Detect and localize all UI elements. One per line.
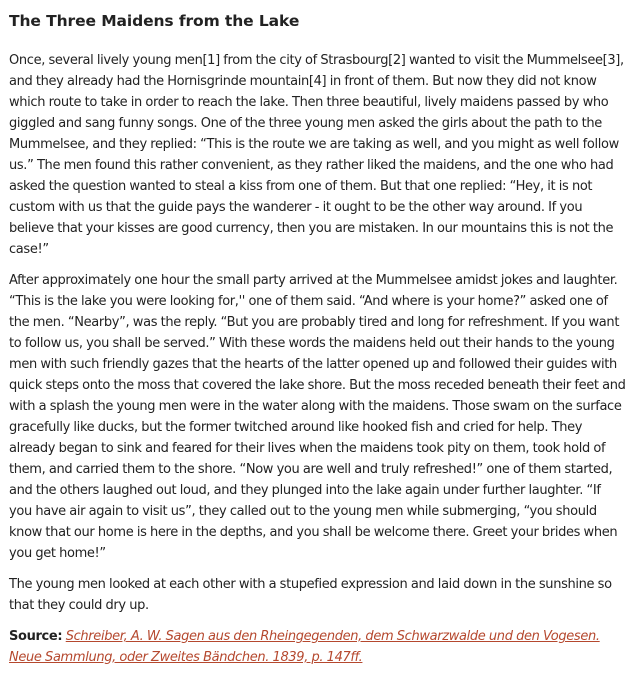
source-label: Source: bbox=[9, 629, 63, 644]
story-paragraph-3: The young men looked at each other with a stupefied expression and laid down in the sunshine so that they could dry up. bbox=[9, 577, 612, 613]
source-citation bbox=[9, 626, 626, 668]
source-link[interactable]: Schreiber, A. W. Sagen aus den Rheingegenden, dem Schwarzwalde und den Vogesen. Neue Sammlung, oder Zweites Bändchen. 1839, p. 147ff. bbox=[9, 629, 600, 665]
page-title: The Three Maidens from the Lake bbox=[9, 12, 300, 30]
story-paragraph-2: After approximately one hour the small party arrived at the Mummelsee amidst jokes and laughter. “This is the lake you were looking for,'' one of them said. “And where is your home?” asked one of the men. “Nearby”, was the reply. “But you are probably tired and long for refreshment. If you want to follow us, you shall be served.” With these words the maidens held out their hands to the young men with such friendly gazes that the hearts of the latter opened up and followed their guides with quick steps onto the moss that covered the lake shore. But the moss receded beneath their feet and with a splash the young men were in the water along with the maidens. Those swam on the surface gracefully like ducks, but the former twitched around like hooked fish and cried for help. They already began to sink and feared for their lives when the maidens took pity on them, took hold of them, and carried them to the shore. “Now you are well and truly refreshed!” one of them started, and the others laughed out loud, and they plunged into the lake again under further laughter. “If you have air again to visit us”, they called out to the young men while submerging, “you should know that our home is here in the depths, and you shall be welcome there. Greet your brides when you get home!” bbox=[9, 273, 626, 561]
story-paragraph-1: Once, several lively young men[1] from the city of Strasbourg[2] wanted to visit the Mummelsee[3], and they already had the Hornisgrinde mountain[4] in front of them. But now they did not know which route to take in order to reach the lake. Then three beautiful, lively maidens passed by who giggled and sang funny songs. One of the three young men asked the girls about the path to the Mummelsee, and they replied: “This is the route we are taking as well, and you might as well follow us.” The men found this rather convenient, as they rather liked the maidens, and the one who had asked the question wanted to steal a kiss from one of them. But that one replied: “Hey, it is not custom with us that the guide pays the wanderer - it ought to be the other way around. If you believe that your kisses are good currency, then you are mistaken. In our mountains this is not the case!” bbox=[9, 53, 624, 257]
